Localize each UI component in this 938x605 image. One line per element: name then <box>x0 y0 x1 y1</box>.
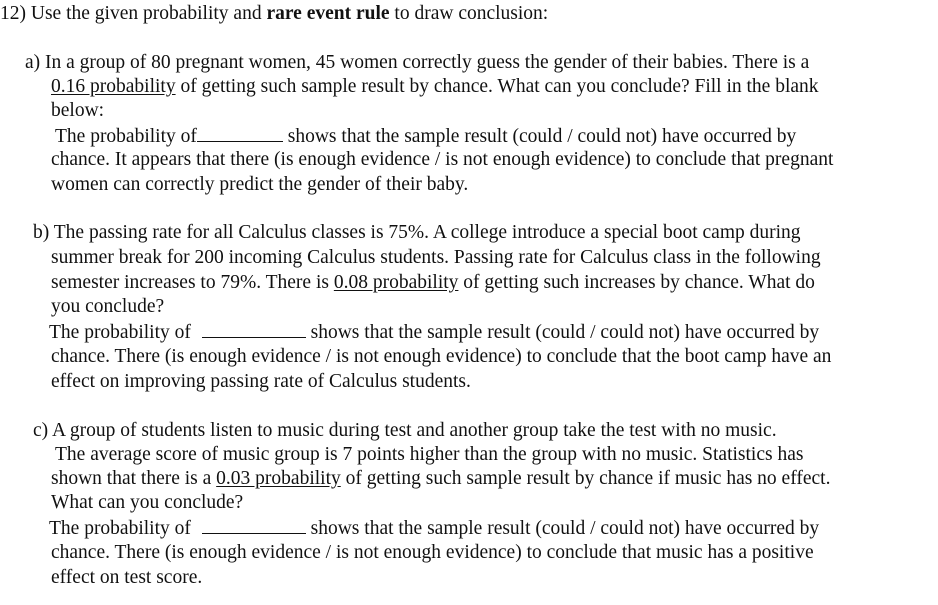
part-b-blank[interactable] <box>202 320 306 338</box>
part-b-line-3-end: of getting such increases by chance. What do <box>463 272 815 293</box>
part-a-line-3: below: <box>51 100 105 121</box>
part-a-line-4-text: shows that the sample result (could / could not) have occurred by <box>287 126 797 147</box>
question-number: 12) <box>0 3 26 24</box>
part-b-prob-label: The probability of <box>49 322 191 343</box>
part-c-line-2: The average score of music group is 7 points higher than the group with no music. Statistics has <box>55 444 804 465</box>
part-c-blank[interactable] <box>202 516 306 534</box>
part-a-line-6: women can correctly predict the gender of their baby. <box>51 174 469 195</box>
part-c-line-3-end: of getting such sample result by chance if music has no effect. <box>345 468 831 489</box>
part-c-line-5 <box>49 516 819 542</box>
part-b-line-3 <box>51 271 815 296</box>
header-text: Use the given probability and <box>30 3 262 24</box>
part-a-line-4 <box>55 124 796 150</box>
part-c-probability: 0.03 probability <box>216 468 341 489</box>
part-a-prob-label: The probability of <box>55 126 197 147</box>
part-b-probability: 0.08 probability <box>333 272 459 293</box>
part-a-line-5: chance. It appears that there (is enough evidence / is not enough evidence) to conclude that pregnant <box>51 149 834 170</box>
part-a-line-2-text: of getting such sample result by chance. What can you conclude? Fill in the blank <box>180 76 819 97</box>
part-b-line-6: chance. There (is enough evidence / is not enough evidence) to conclude that the boot camp have an <box>51 346 832 367</box>
header-bold-text: rare event rule <box>266 3 390 24</box>
part-c-prob-label: The probability of <box>49 518 191 539</box>
part-c-line-5-text: shows that the sample result (could / could not) have occurred by <box>310 518 820 539</box>
part-c-line-3 <box>51 467 830 492</box>
part-a-line-2 <box>51 75 819 100</box>
part-a-probability: 0.16 probability <box>51 76 176 97</box>
part-b-line-3-text: semester increases to 79%. There is <box>51 272 329 293</box>
part-b-line-5 <box>49 320 819 346</box>
part-c-line-3-text: shown that there is a <box>51 468 212 489</box>
part-c-line-4: What can you conclude? <box>51 492 244 513</box>
part-b-line-1: b) The passing rate for all Calculus classes is 75%. A college introduce a special boot camp during <box>33 222 801 243</box>
part-a-line-1: a) In a group of 80 pregnant women, 45 women correctly guess the gender of their babies. There is a <box>25 52 810 73</box>
part-b-line-4: you conclude? <box>51 296 165 317</box>
header-text-end: to draw conclusion: <box>394 3 549 24</box>
part-c-line-6: chance. There (is enough evidence / is not enough evidence) to conclude that music has a positive <box>51 542 814 563</box>
part-b-line-7: effect on improving passing rate of Calculus students. <box>51 371 471 392</box>
part-b-line-2: summer break for 200 incoming Calculus students. Passing rate for Calculus class in the following <box>51 247 821 268</box>
part-c-line-1: c) A group of students listen to music during test and another group take the test with no music. <box>33 420 777 441</box>
part-a-blank[interactable] <box>197 124 283 142</box>
question-header <box>0 2 548 27</box>
part-c-line-7: effect on test score. <box>51 567 203 588</box>
part-b-line-5-text: shows that the sample result (could / could not) have occurred by <box>310 322 820 343</box>
